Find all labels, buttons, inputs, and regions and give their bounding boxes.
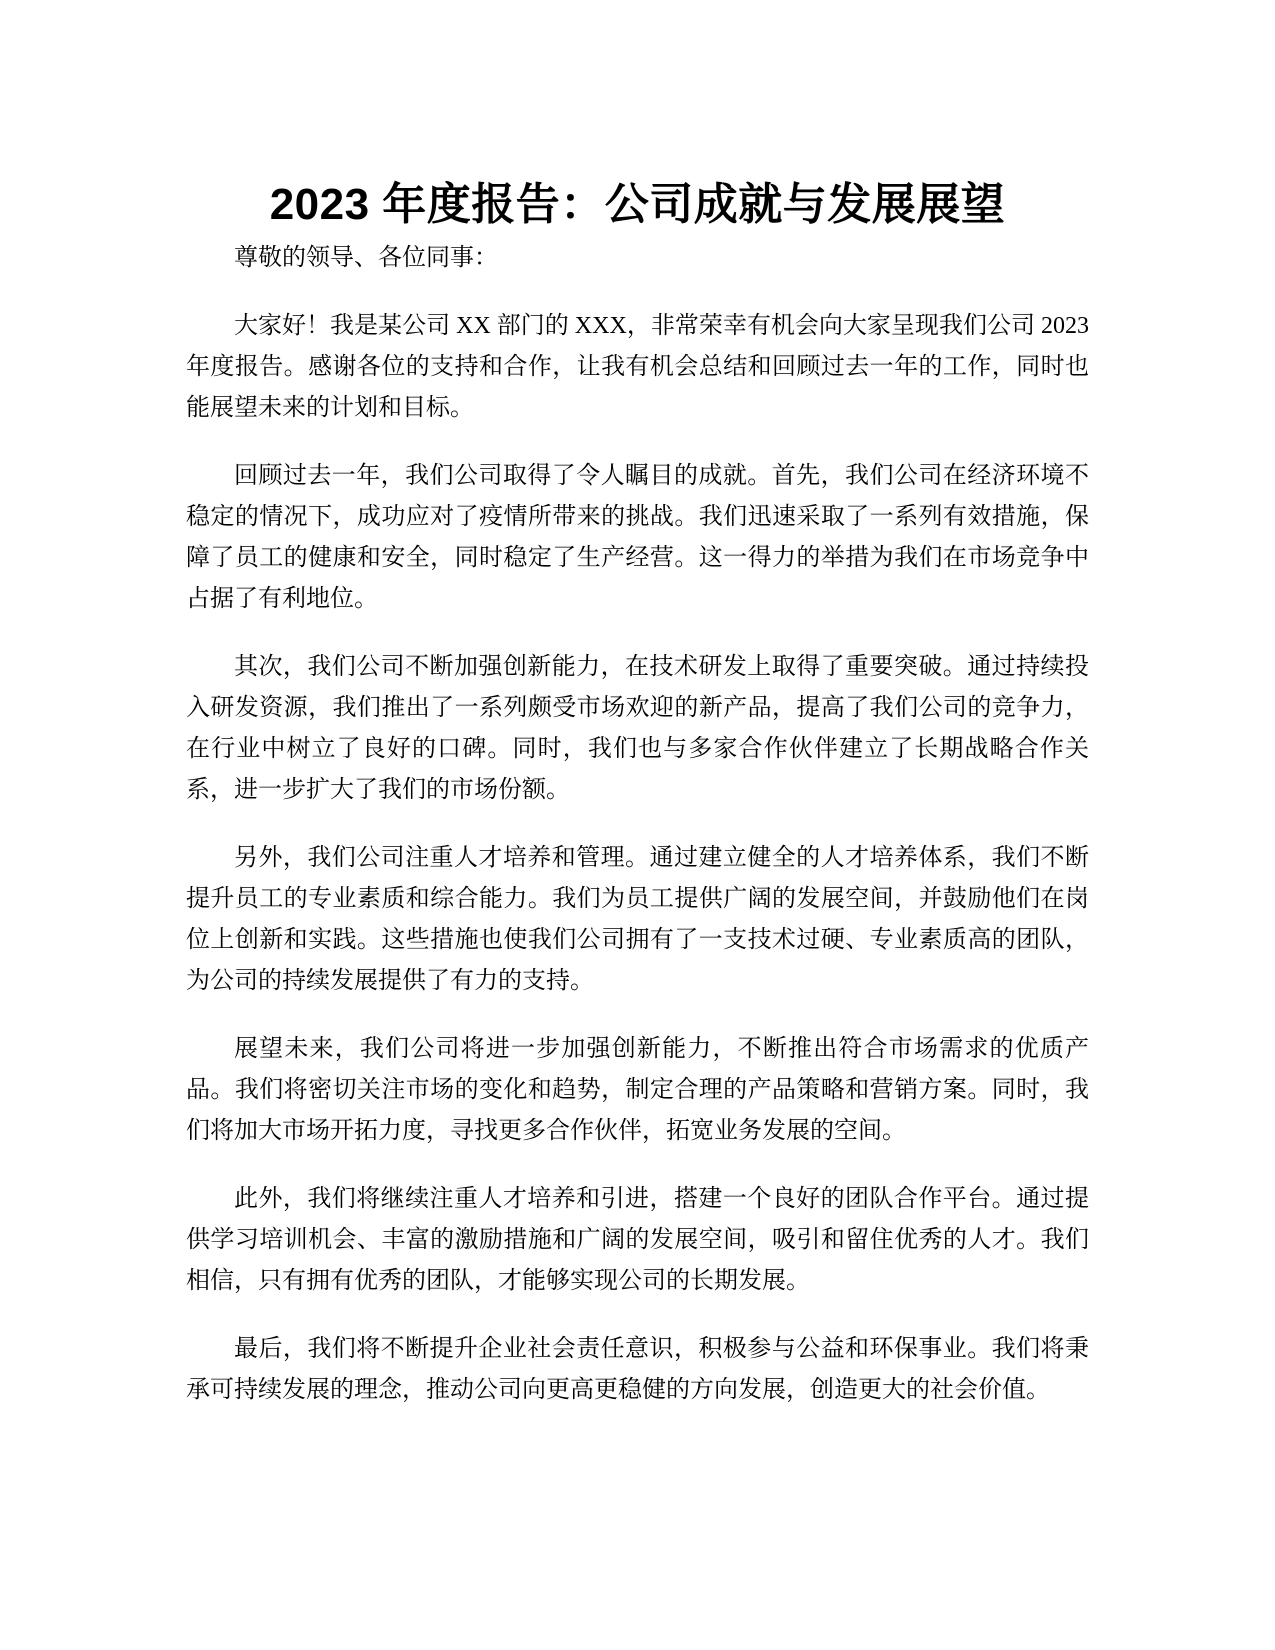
team-paragraph: 此外，我们将继续注重人才培养和引进，搭建一个良好的团队合作平台。通过提供学习培训机会、丰富的激励措施和广阔的发展空间，吸引和留住优秀的人才。我们相信，只有拥有优秀的团队，才能够实现公司的长期发展。 [186, 1186, 1089, 1294]
outlook-paragraph: 展望未来，我们公司将进一步加强创新能力，不断推出符合市场需求的优质产品。我们将密切关注市场的变化和趋势，制定合理的产品策略和营销方案。同时，我们将加大市场开拓力度，寻找更多合作伙伴，拓宽业务发展的空间。 [186, 1036, 1089, 1144]
document-title: 2023 年度报告：公司成就与发展展望 [269, 180, 1006, 230]
closing-paragraph: 最后，我们将不断提升企业社会责任意识，积极参与公益和环保事业。我们将秉承可持续发展的理念，推动公司向更高更稳健的方向发展，创造更大的社会价值。 [186, 1336, 1089, 1403]
intro-paragraph: 大家好！我是某公司 XX 部门的 XXX，非常荣幸有机会向大家呈现我们公司 2023 年度报告。感谢各位的支持和合作，让我有机会总结和回顾过去一年的工作，同时也能展望未来的计划和目标。 [186, 313, 1089, 421]
talent-paragraph: 另外，我们公司注重人才培养和管理。通过建立健全的人才培养体系，我们不断提升员工的专业素质和综合能力。我们为员工提供广阔的发展空间，并鼓励他们在岗位上创新和实践。这些措施也使我们公司拥有了一支技术过硬、专业素质高的团队，为公司的持续发展提供了有力的支持。 [186, 845, 1089, 994]
review-paragraph: 回顾过去一年，我们公司取得了令人瞩目的成就。首先，我们公司在经济环境不稳定的情况下，成功应对了疫情所带来的挑战。我们迅速采取了一系列有效措施，保障了员工的健康和安全，同时稳定了生产经营。这一得力的举措为我们在市场竞争中占据了有利地位。 [186, 463, 1089, 612]
innovation-paragraph: 其次，我们公司不断加强创新能力，在技术研发上取得了重要突破。通过持续投入研发资源，我们推出了一系列颇受市场欢迎的新产品，提高了我们公司的竞争力，在行业中树立了良好的口碑。同时，我们也与多家合作伙伴建立了长期战略合作关系，进一步扩大了我们的市场份额。 [186, 654, 1089, 803]
document-body [186, 238, 1089, 1438]
salutation-paragraph: 尊敬的领导、各位同事： [234, 245, 498, 271]
